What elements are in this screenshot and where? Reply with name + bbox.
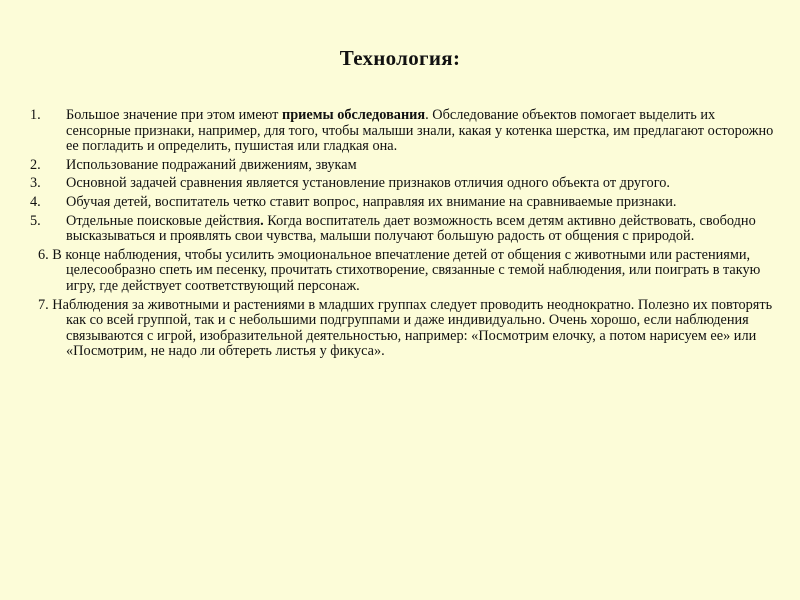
- item-emphasis: приемы обследования: [281, 107, 426, 123]
- list-item: [30, 158, 775, 174]
- list-item: [30, 195, 775, 211]
- item-text: [66, 214, 775, 245]
- item-text: Основной задачей сравнения является установление признаков отличия одного объекта от другого.: [66, 175, 670, 192]
- item-text-part: Большое значение при этом имеют: [66, 107, 282, 123]
- item-text-part: . Обследование объектов помогает выделить их сенсорные признаки, например, для того, чтобы малыши знали, какая у котенка шерстка, им предлагают осторожно ее погладить и определить, пушистая или гладкая она.: [66, 107, 774, 155]
- paragraph-item: [30, 248, 775, 295]
- paragraph-text: 7. Наблюдения за животными и растениями в младших группах следует проводить неоднократно. Полезно их повторять как со всей группой, так и с небольшими подгруппами и даже индивидуально. Очень хорошо, если наблюдения связываются с игрой, изобразительной деятельностью, например: «Посмотрим елочку, а потом нарисуем ее» или «Посмотрим, не надо ли обтереть листья у фикуса».: [38, 296, 773, 360]
- item-number: 4.: [30, 193, 41, 210]
- content-list: [30, 108, 775, 363]
- item-text: Обучая детей, воспитатель четко ставит вопрос, направляя их внимание на сравниваемые признаки.: [66, 193, 677, 210]
- paragraph-text: 6. В конце наблюдения, чтобы усилить эмоциональное впечатление детей от общения с животными или растениями, целесообразно спеть им песенку, прочитать стихотворение, связанные с темой наблюдения, или поиграть в такую игру, где действует соответствующий персонаж.: [38, 246, 761, 294]
- list-item: [30, 108, 775, 155]
- list-item: [30, 214, 775, 245]
- paragraph-item: [30, 298, 775, 360]
- item-number: 2.: [30, 156, 41, 173]
- item-text-part: Когда воспитатель дает возможность всем детям активно действовать, свободно высказываться и проявлять свои чувства, малыши получают большую радость от общения с природой.: [66, 212, 756, 245]
- item-number: 3.: [30, 175, 41, 192]
- page-title: Технология:: [339, 46, 461, 70]
- item-text: [66, 108, 775, 155]
- item-text-part: Отдельные поисковые действия: [66, 212, 261, 229]
- list-item: [30, 176, 775, 192]
- item-text: Использование подражаний движениям, звукам: [66, 156, 357, 173]
- item-number: 1.: [30, 107, 41, 123]
- item-number: 5.: [30, 212, 41, 229]
- item-emphasis: .: [260, 212, 264, 229]
